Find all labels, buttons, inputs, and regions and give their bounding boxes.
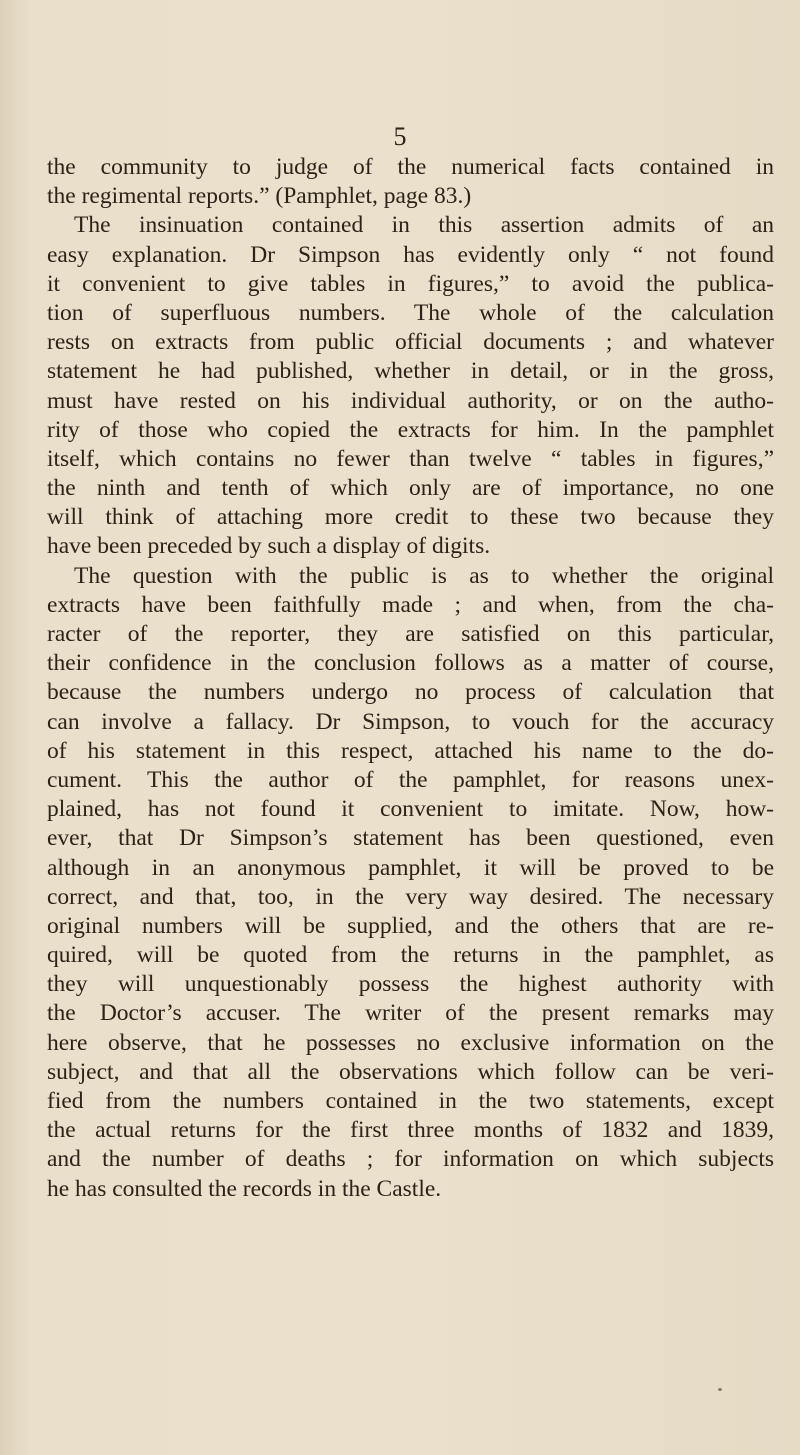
text-line: have been preceded by such a display of digits. (47, 533, 491, 560)
text-line: must have rested on his individual authority, or on the autho- (47, 387, 774, 414)
text-line: fied from the numbers contained in the two statements, except (47, 1088, 774, 1114)
text-line: extracts have been faithfully made ; and when, from the cha- (47, 591, 774, 618)
text-line: will think of attaching more credit to these two because they (47, 504, 774, 531)
text-line: subject, and that all the observations which follow can be veri- (47, 1058, 774, 1085)
paragraph-start-line: The insinuation contained in this assertion admits of an (74, 212, 774, 239)
text-line: their confidence in the conclusion follows as a matter of course, (47, 650, 774, 677)
text-line: the actual returns for the first three months of 1832 and 1839, (47, 1117, 774, 1144)
text-line: the regimental reports.” (Pamphlet, page 83.) (47, 183, 472, 210)
text-line: cument. This the author of the pamphlet, for reasons unex- (47, 766, 774, 793)
text-line: rests on extracts from public official documents ; and whatever (47, 329, 774, 356)
text-line: here observe, that he possesses no exclusive information on the (47, 1029, 774, 1056)
text-line: racter of the reporter, they are satisfied on this particular, (47, 621, 774, 647)
text-line: plained, has not found it convenient to imitate. Now, how- (47, 796, 774, 823)
text-line: of his statement in this respect, attached his name to the do- (47, 737, 774, 764)
text-line: the community to judge of the numerical facts contained in (47, 154, 774, 180)
text-line: ever, that Dr Simpson’s statement has been questioned, even (47, 825, 774, 852)
ink-speck (718, 1388, 722, 1391)
text-line: tion of superfluous numbers. The whole of the calculation (47, 299, 774, 326)
text-line: correct, and that, too, in the very way desired. The necessary (47, 883, 774, 910)
text-line: rity of those who copied the extracts for him. In the pamphlet (47, 416, 774, 443)
body-text (47, 153, 774, 1204)
page-number: 5 (393, 122, 407, 151)
text-line: although in an anonymous pamphlet, it will be proved to be (47, 854, 774, 881)
text-line: it convenient to give tables in figures,” to avoid the publica- (47, 270, 774, 297)
text-line: quired, will be quoted from the returns in the pamphlet, as (47, 942, 774, 969)
text-line: the ninth and tenth of which only are of importance, no one (47, 475, 774, 502)
text-line: they will unquestionably possess the highest authority with (47, 971, 774, 998)
text-line: and the number of deaths ; for information on which subjects (47, 1146, 774, 1173)
text-line: itself, which contains no fewer than twelve “ tables in figures,” (47, 445, 774, 472)
text-line: because the numbers undergo no process of calculation that (47, 679, 774, 706)
text-line: statement he had published, whether in detail, or in the gross, (47, 358, 774, 385)
paragraph-start-line: The question with the public is as to whether the original (74, 562, 774, 589)
text-line: the Doctor’s accuser. The writer of the present remarks may (47, 1000, 774, 1027)
text-line: easy explanation. Dr Simpson has evidently only “ not found (47, 241, 774, 268)
text-line: can involve a fallacy. Dr Simpson, to vouch for the accuracy (47, 708, 774, 735)
text-line: original numbers will be supplied, and the others that are re- (47, 912, 774, 939)
text-line: he has consulted the records in the Castle. (47, 1175, 442, 1202)
